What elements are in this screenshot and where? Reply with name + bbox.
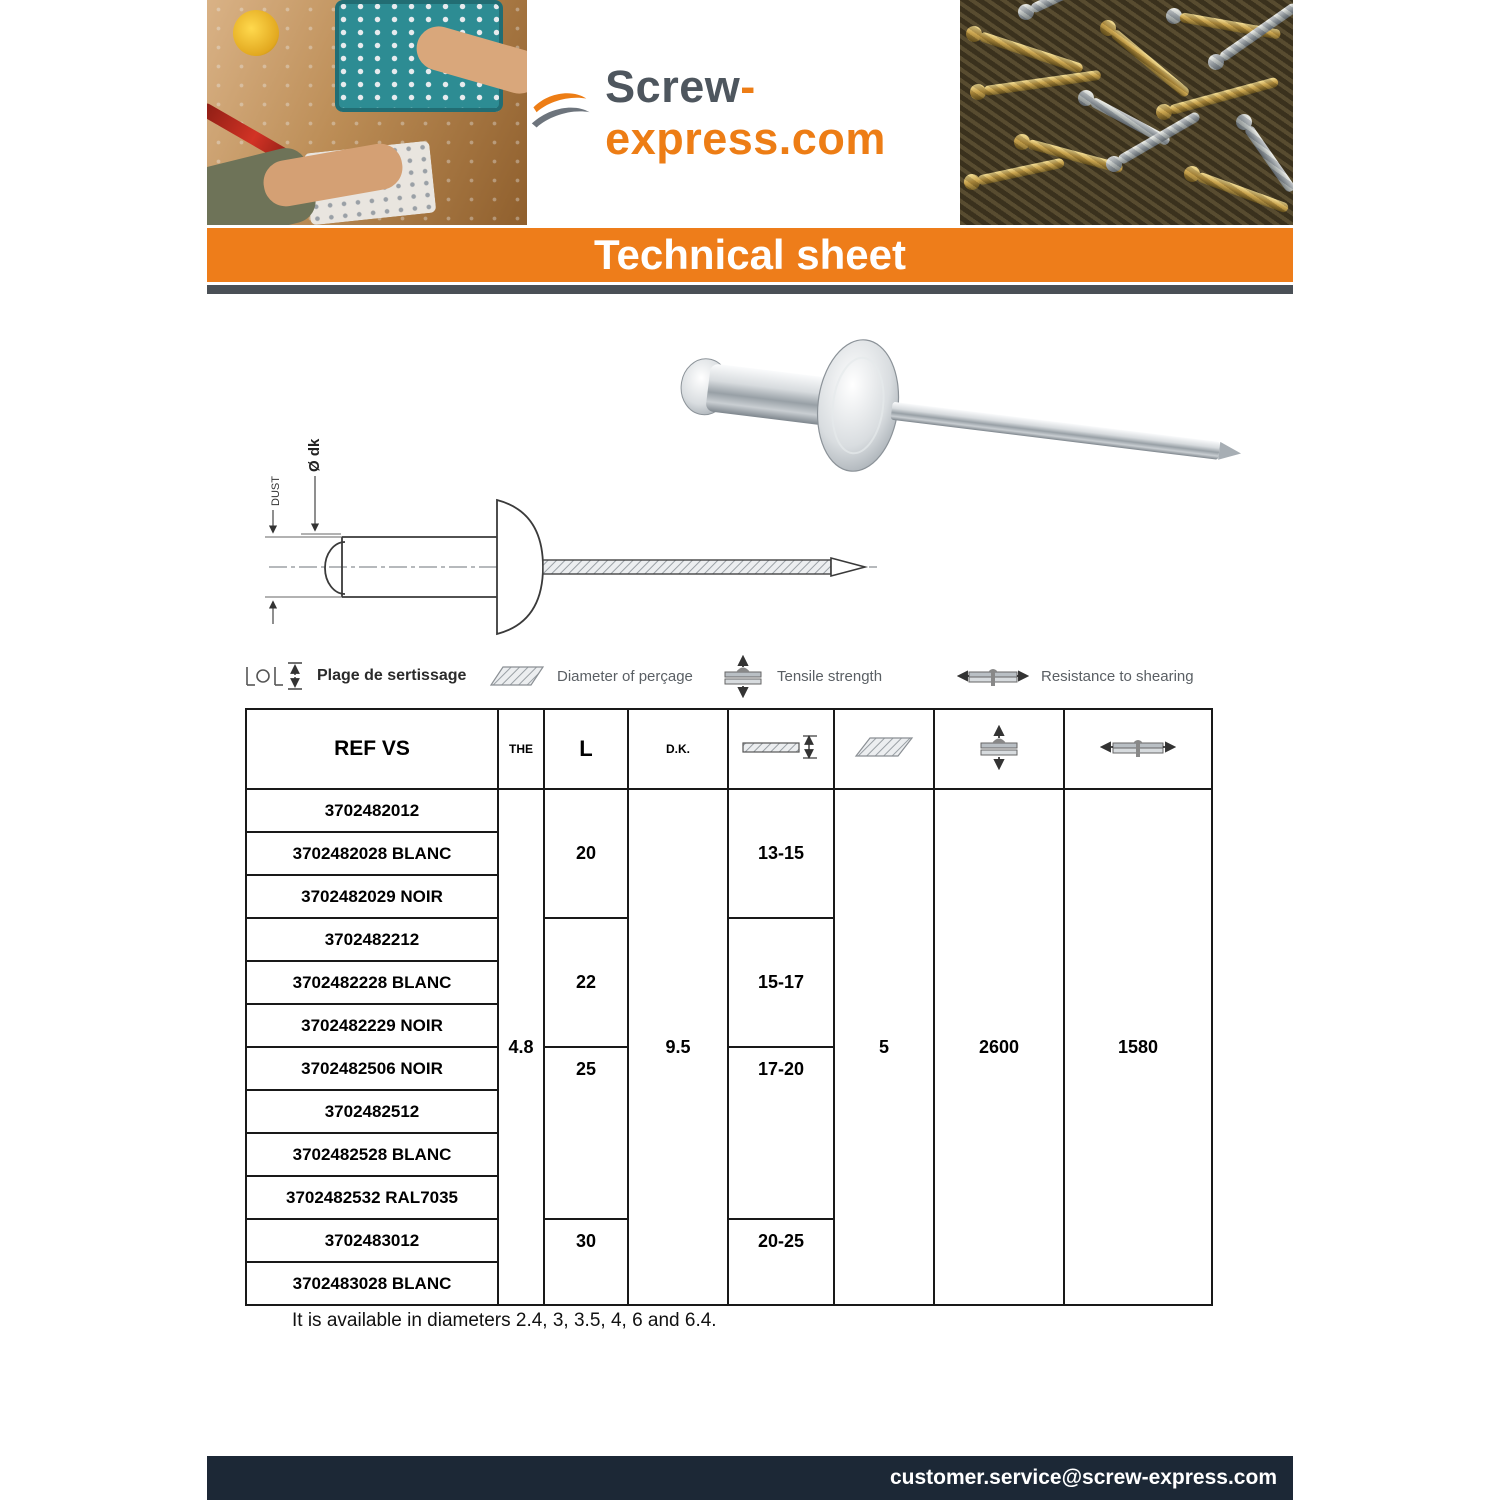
- spec-table: [245, 708, 1213, 1306]
- screws-illustration: [960, 0, 1293, 225]
- legend-label: Tensile strength: [777, 667, 883, 685]
- screws-pile-photo: [960, 0, 1293, 225]
- grip-range-icon: [739, 732, 823, 762]
- header-dk: D.K.: [628, 709, 728, 789]
- ref-cell: 3702482528 BLANC: [246, 1133, 498, 1176]
- table-header-row: [246, 709, 1212, 789]
- ref-cell: 3702483028 BLANC: [246, 1262, 498, 1305]
- tensile-strength-icon: [721, 653, 765, 699]
- rivet-product-photo: [662, 318, 1247, 513]
- shear-resistance-icon: [1099, 732, 1177, 762]
- footer-bar: [207, 1456, 1293, 1500]
- brand-wordmark: [605, 61, 960, 165]
- l-value: 30: [544, 1219, 628, 1305]
- ref-cell: 3702482212: [246, 918, 498, 961]
- ref-cell: 3702482512: [246, 1090, 498, 1133]
- legend-label: Diameter of perçage: [557, 667, 693, 685]
- availability-note: It is available in diameters 2.4, 3, 3.5, 4, 6 and 6.4.: [292, 1310, 717, 1331]
- header-grip: [728, 709, 834, 789]
- legend-drill-diameter: [489, 663, 721, 689]
- the-value: 4.8: [498, 789, 544, 1305]
- legend-row: [241, 652, 1271, 700]
- dim-dk-label: Ø dk: [306, 438, 323, 472]
- legend-shear-resistance: [957, 661, 1271, 691]
- header-shear: [1064, 709, 1212, 789]
- l-value: 20: [544, 789, 628, 918]
- shear-resistance-icon: [957, 661, 1029, 691]
- header-tensile: [934, 709, 1064, 789]
- l-value: 25: [544, 1047, 628, 1219]
- dk-value: 9.5: [628, 789, 728, 1305]
- drill-diameter-icon: [854, 734, 914, 760]
- header-drill: [834, 709, 934, 789]
- grip-value: 17-20: [728, 1047, 834, 1219]
- shear-value: 1580: [1064, 789, 1212, 1305]
- drill-value: 5: [834, 789, 934, 1305]
- ref-cell: 3702482228 BLANC: [246, 961, 498, 1004]
- ref-cell: 3702482028 BLANC: [246, 832, 498, 875]
- header-l: L: [544, 709, 628, 789]
- ref-cell: 3702482506 NOIR: [246, 1047, 498, 1090]
- title-banner: [207, 228, 1293, 282]
- grip-value: 13-15: [728, 789, 834, 918]
- ref-cell: 3702483012: [246, 1219, 498, 1262]
- grip-value: 15-17: [728, 918, 834, 1047]
- brand-name-orange: -express.com: [605, 60, 886, 164]
- page-title: Technical sheet: [593, 231, 906, 278]
- legend-tensile-strength: [721, 653, 957, 699]
- header-banner: [207, 0, 1293, 225]
- l-value: 22: [544, 918, 628, 1047]
- grip-value: 20-25: [728, 1219, 834, 1305]
- drill-diameter-icon: [489, 663, 545, 689]
- crimp-range-icon: [241, 659, 305, 693]
- tape-measure: [233, 10, 279, 56]
- table-row: [246, 789, 1212, 832]
- ref-cell: 3702482229 NOIR: [246, 1004, 498, 1047]
- dim-dust-label: DUST: [270, 476, 282, 506]
- title-underline: [207, 285, 1293, 294]
- technical-sheet-page: [207, 0, 1293, 1500]
- ref-cell: 3702482012: [246, 789, 498, 832]
- workbench-photo: [207, 0, 527, 225]
- header-the: THE: [498, 709, 544, 789]
- legend-label: Plage de sertissage: [317, 667, 467, 684]
- ref-cell: 3702482029 NOIR: [246, 875, 498, 918]
- tensile-strength-icon: [977, 723, 1021, 771]
- ref-cell: 3702482532 RAL7035: [246, 1176, 498, 1219]
- brand-logo: [527, 0, 960, 225]
- logo-swoosh-icon: [527, 83, 591, 143]
- legend-label: Resistance to shearing: [1041, 667, 1194, 685]
- legend-crimp-range: [241, 659, 489, 693]
- footer-email: customer.service@screw-express.com: [889, 1466, 1277, 1489]
- header-ref: REF VS: [246, 709, 498, 789]
- tensile-value: 2600: [934, 789, 1064, 1305]
- brand-name-dark: Screw: [605, 60, 741, 112]
